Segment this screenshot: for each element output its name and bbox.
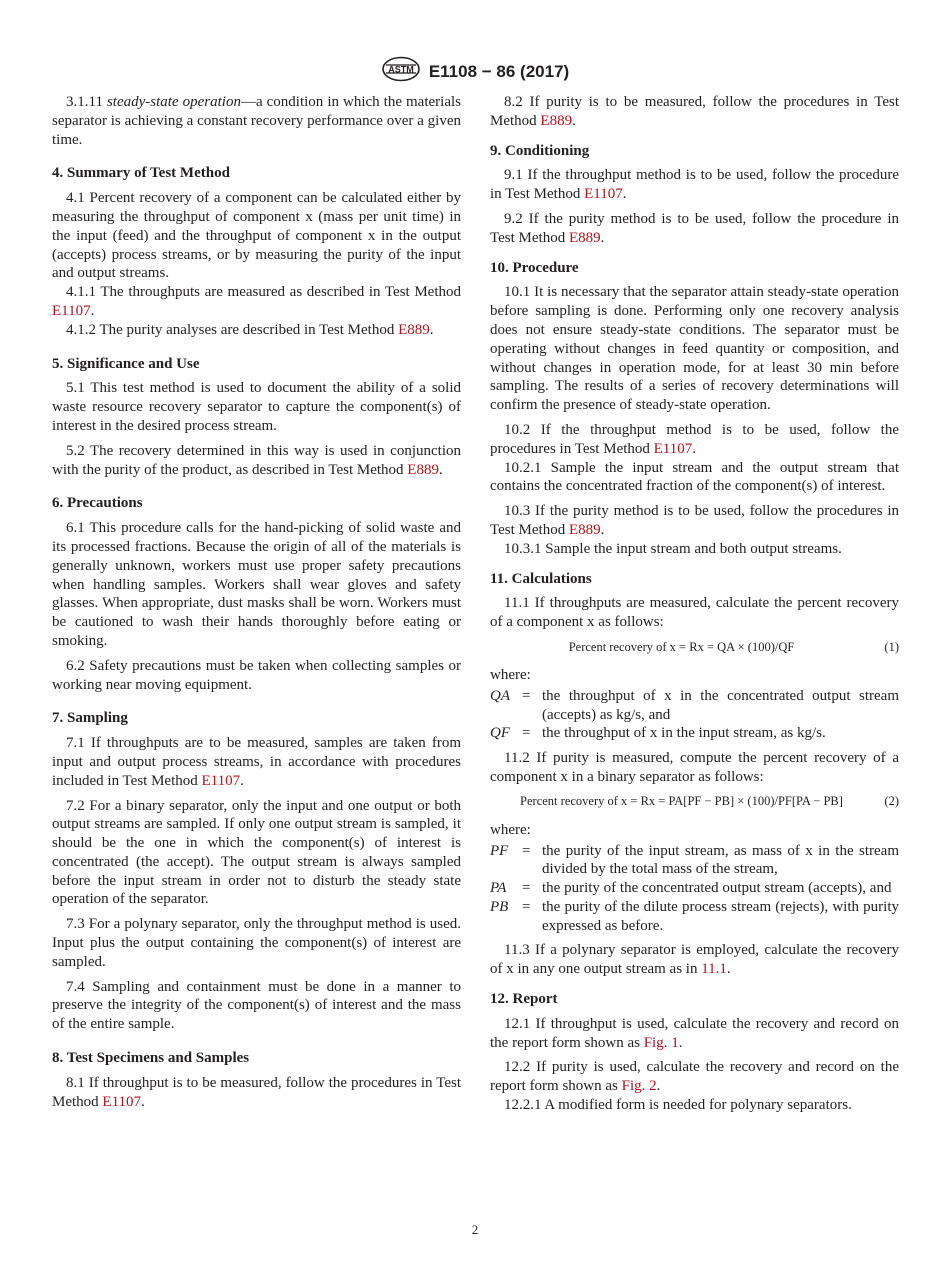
definition-equals: = (522, 687, 531, 704)
definition-symbol: QF (490, 725, 510, 742)
section-6-title: 6. Precautions (52, 495, 143, 512)
paragraph-12-2-1: 12.2.1 A modified form is needed for polynary separators. (504, 1097, 852, 1114)
paragraph-12-1: 12.1 If throughput is used, calculate the recovery and record on the report form shown as Fig. 1. (490, 1015, 899, 1051)
definition-text: the throughput of x in the concentrated output stream (accepts) as kg/s, and (542, 687, 899, 723)
definition-equals: = (522, 842, 531, 859)
link-e1107[interactable]: E1107 (201, 772, 241, 789)
section-12-title: 12. Report (490, 991, 558, 1008)
standard-designation: E1108 − 86 (2017) (428, 61, 570, 81)
link-e1107[interactable]: E1107 (584, 186, 623, 203)
link-e1107[interactable]: E1107 (653, 440, 693, 457)
definition-symbol: PA (490, 880, 507, 897)
definition-equals: = (522, 880, 531, 897)
link-section-11-1[interactable]: 11.1 (701, 961, 727, 978)
definition-symbol: PF (490, 842, 509, 859)
paragraph-7-1: 7.1 If throughputs are to be measured, samples are taken from input and output process streams, in accordance with procedures included in Test Method E1107. (52, 735, 461, 789)
definition-equals: = (522, 725, 531, 742)
definitions-list-2 (490, 842, 899, 936)
svg-text:ASTM: ASTM (388, 64, 414, 75)
paragraph-11-2: 11.2 If purity is measured, compute the percent recovery of a component x in a binary separator as follows: (490, 750, 899, 785)
paragraph-11-1: 11.1 If throughputs are measured, calculate the percent recovery of a component x as follows: (490, 595, 899, 631)
equation-1-body: Percent recovery of x = Rx = QA × (100)/QF (568, 639, 795, 654)
paragraph-12-2: 12.2 If purity is used, calculate the recovery and record on the report form shown as Fig. 2. (490, 1059, 899, 1095)
right-column (490, 93, 899, 1121)
left-column (52, 93, 461, 1117)
paragraph-11-3: 11.3 If a polynary separator is employed, calculate the recovery of x in any one output stream as in 11.1. (490, 942, 899, 978)
section-5-title: 5. Significance and Use (52, 355, 200, 372)
page-header (0, 56, 950, 87)
definition-text: the throughput of x in the input stream, as kg/s. (542, 725, 826, 742)
defined-term: steady-state operation (106, 94, 241, 110)
link-e889[interactable]: E889 (540, 112, 573, 129)
paragraph-7-4: 7.4 Sampling and containment must be done in a manner to preserve the integrity of the component(s) of interest and the mass of the entire sample. (52, 978, 461, 1033)
where-label: where: (490, 821, 531, 838)
astm-logo-icon (381, 56, 421, 87)
paragraph-7-2: 7.2 For a binary separator, only the input and one output or both output streams are sampled. If only one output stream is sampled, it should be the one in which the component(s) of interest is concentrated (the accept). The output stream is always sampled before the input stream in order not to disturb the steady state operation of the separator. (52, 797, 461, 908)
paragraph-5-1: 5.1 This test method is used to document the ability of a solid waste resource recovery separator to capture the component(s) of interest in the desired process stream. (52, 380, 461, 434)
link-e889[interactable]: E889 (398, 321, 430, 338)
definition-text: the purity of the dilute process stream (rejects), with purity expressed as before. (542, 898, 899, 934)
equation-2 (490, 791, 899, 813)
paragraph-8-1: 8.1 If throughput is to be measured, follow the procedures in Test Method E1107. (52, 1074, 461, 1110)
link-e889[interactable]: E889 (568, 229, 601, 246)
page-number: 2 (471, 1222, 479, 1237)
definition-item (490, 687, 899, 725)
paragraph-10-3-1: 10.3.1 Sample the input stream and both output streams. (504, 540, 842, 557)
paragraph-7-3: 7.3 For a polynary separator, only the throughput method is used. Input plus the output containing the component(s) of interest are sampled. (52, 916, 461, 970)
where-label: where: (490, 666, 531, 683)
paragraph-10-2: 10.2 If the throughput method is to be used, follow the procedures in Test Method E1107. (490, 421, 899, 457)
definition-text: the purity of the concentrated output stream (accepts), and (542, 880, 892, 897)
link-e889[interactable]: E889 (407, 461, 439, 478)
section-10-title: 10. Procedure (490, 259, 579, 276)
section-7-title: 7. Sampling (52, 710, 128, 727)
definition-equals: = (522, 898, 531, 915)
paragraph-4-1-2: 4.1.2 The purity analyses are described in Test Method E889. (66, 321, 434, 338)
section-4-title: 4. Summary of Test Method (52, 165, 230, 182)
link-fig-1[interactable]: Fig. 1 (643, 1034, 679, 1051)
definition-symbol: PB (490, 898, 509, 915)
section-8-title: 8. Test Specimens and Samples (52, 1050, 250, 1067)
definition-text: the purity of the input stream, as mass of x in the stream divided by the total mass of the stream, (542, 842, 899, 878)
paragraph-10-2-1: 10.2.1 Sample the input stream and the output stream that contains the concentrated fraction of the component(s) of interest. (490, 459, 899, 495)
section-9-title: 9. Conditioning (490, 142, 590, 159)
link-fig-2[interactable]: Fig. 2 (621, 1078, 657, 1095)
definition-item (490, 879, 899, 898)
section-11-title: 11. Calculations (490, 570, 592, 587)
definition-symbol: QA (490, 687, 510, 704)
definitions-list-1 (490, 687, 899, 743)
paragraph-8-2: 8.2 If purity is to be measured, follow the procedures in Test Method E889. (490, 94, 899, 129)
link-e1107[interactable]: E1107 (52, 302, 91, 319)
link-e1107[interactable]: E1107 (102, 1093, 142, 1110)
paragraph-9-2: 9.2 If the purity method is to be used, follow the procedure in Test Method E889. (490, 210, 899, 246)
paragraph-3-1-11: 3.1.11 steady-state operation—a condition in which the materials separator is achieving a constant recovery performance over a given time. (52, 94, 461, 148)
paragraph-9-1: 9.1 If the throughput method is to be used, follow the procedure in Test Method E1107. (490, 167, 899, 203)
paragraph-6-1: 6.1 This procedure calls for the hand-picking of solid waste and its processed fractions. Because the origin of all of the materials is generally unknown, workers must use proper safety precautions when handling samples. Workers shall wear gloves and safety glasses. When appropriate, dust masks shall be worn. Workers must be cautioned to wash their hands thoroughly before eating or smoking. (52, 520, 461, 649)
paragraph-4-1-1: 4.1.1 The throughputs are measured as described in Test Method E1107. (52, 284, 461, 319)
paragraph-10-1: 10.1 It is necessary that the separator attain steady-state operation before sampling is done. Performing only one recovery analysis does not ensure steady-state conditions. The separator must be operating without changes in feed quantity or composition, and without changes in operation mode, for at least 30 min before sampling. The results of a series of recovery determinations will confirm the presence of steady-state operation. (490, 284, 899, 414)
definition-item (490, 724, 899, 743)
paragraph-10-3: 10.3 If the purity method is to be used, follow the procedures in Test Method E889. (490, 503, 899, 538)
paragraph-4-1: 4.1 Percent recovery of a component can be calculated either by measuring the throughput of component x (mass per unit time) in the input (feed) and the throughput of component x in the output (accepts) process streams, or by measuring the purity of the input and output streams. (52, 190, 461, 282)
paragraph-6-2: 6.2 Safety precautions must be taken when collecting samples or working near moving equipment. (52, 657, 461, 693)
equation-1-number: (1) (884, 639, 899, 654)
definition-item (490, 842, 899, 880)
equation-2-number: (2) (884, 794, 899, 809)
link-e889[interactable]: E889 (568, 521, 601, 538)
definition-item (490, 898, 899, 936)
equation-1 (490, 636, 899, 658)
equation-2-body: Percent recovery of x = Rx = PA[PF − PB] × (100)/PF[PA − PB] (520, 794, 843, 809)
paragraph-5-2: 5.2 The recovery determined in this way is used in conjunction with the purity of the product, as described in Test Method E889. (52, 442, 461, 478)
